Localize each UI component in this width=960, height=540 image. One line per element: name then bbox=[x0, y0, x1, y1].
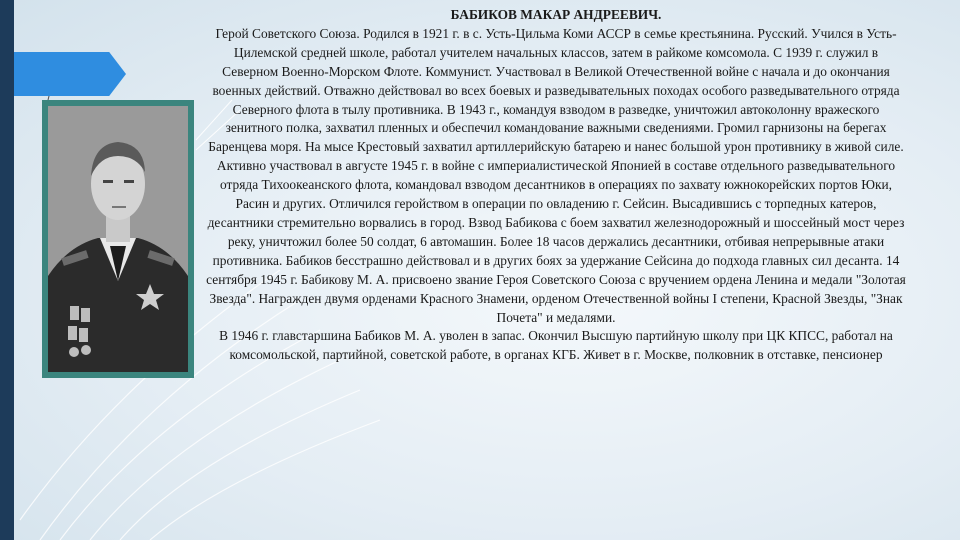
biography-paragraph-1: Герой Советского Союза. Родился в 1921 г. в с. Усть-Цильма Коми АССР в семье крестьянина. Русский. Учился в Усть-Цилемской средней школе, работал учителем начальных классов, затем в райкоме комсомола. С 1939 г. служил в Северном Военно-Морском Флоте. Коммунист. Участвовал в Великой Отечественной войне с начала и до окончания военных действий. Отважно действовал во всех боевых и разведывательных походах особого разведывательного отряда Северного флота в тылу противника. В 1943 г., командуя взводом в разведке, уничтожил автоколонну вражеского зенитного полка, захватил пленных и обеспечил командование важными сведениями. Громил гарнизоны на берегах Баренцева моря. На мысе Крестовый захватил артиллерийскую батарею и нанес большой урон противнику в живой силе. bbox=[208, 25, 904, 155]
biography-text-block bbox=[206, 6, 906, 365]
biography-paragraph-2: Активно участвовал в августе 1945 г. в войне с империалистической Японией в составе отдельного разведывательного отряда Тихоокеанского флота, командовал взводом десантников в операциях по захвату южнокорейских портов Юки, Расин и других. Отличился геройством в операции по овладению г. Сейсин. Высадившись с торпедных катеров, десантники стремительно ворвались в город. Взвод Бабикова с боем захватил железнодорожный и шоссейный мост через реку, уничтожил более 50 солдат, 6 автомашин. Более 18 часов держались десантники, отбивая непрерывные атаки противника. Бабиков бесстрашно действовал и в других боях за удержание Сейсина до подхода главных сил десанта. 14 сентября 1945 г. Бабикову М. А. присвоено звание Героя Советского Союза с вручением ордена Ленина и медали "Золотая Звезда". Награжден двумя орденами Красного Знамени, орденом Отечественной войны I степени, Красной Звезды, "Знак Почета" и медалями. bbox=[206, 158, 906, 325]
slide-title: БАБИКОВ МАКАР АНДРЕЕВИЧ. bbox=[450, 7, 662, 22]
left-accent-strip bbox=[0, 0, 14, 540]
portrait-photo bbox=[48, 106, 188, 372]
accent-arrow-tab bbox=[14, 52, 126, 96]
biography-paragraph-3: В 1946 г. главстаршина Бабиков М. А. уволен в запас. Окончил Высшую партийную школу при ЦК КПСС, работал на комсомольской, партийной, советской работе, в органах КГБ. Живет в г. Москве, полковник в отставке, пенсионер bbox=[219, 328, 893, 363]
portrait-frame bbox=[42, 100, 194, 378]
